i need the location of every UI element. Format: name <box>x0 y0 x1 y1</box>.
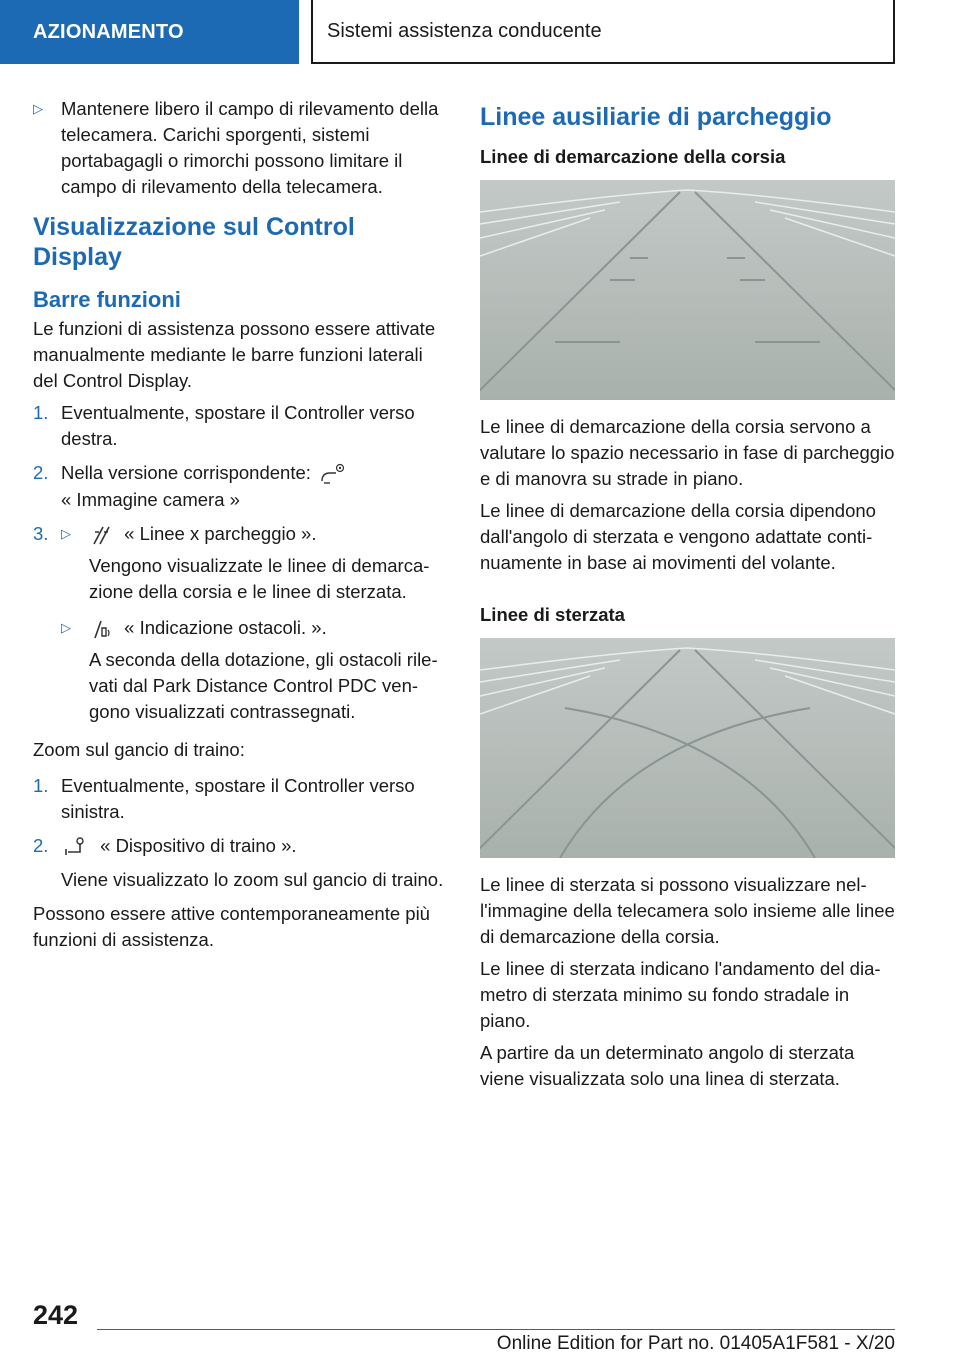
footer-divider <box>97 1329 895 1330</box>
step-2 <box>33 460 448 513</box>
step-text: « Dispositivo di traino ». <box>100 835 297 857</box>
step-number: 2. <box>33 462 49 483</box>
zoom-step-2 <box>33 833 448 899</box>
step-1 <box>33 400 448 452</box>
obstacle-marking-icon <box>91 618 113 640</box>
step-number: 2. <box>33 835 49 857</box>
heading-linee-ausiliarie: Linee ausiliarie di parcheggio <box>480 103 832 131</box>
lane-lines-figure <box>480 180 895 400</box>
triangle-bullet-icon: ▷ <box>61 526 71 542</box>
bullet-item <box>33 96 448 200</box>
sub-bullet-text: « Indicazione ostacoli. ». <box>124 617 327 639</box>
step-paragraph: Viene visualizzato lo zoom sul gancio di traino. <box>61 869 444 891</box>
sub-bullet-obstacles <box>61 615 448 641</box>
triangle-bullet-icon: ▷ <box>33 101 43 116</box>
paragraph-sterzata-3: A partire da un determinato angolo di sterzata viene visualizzata solo una linea di sterzata. <box>480 1042 855 1089</box>
paragraph-barre: Le funzioni di assistenza possono essere attivate manualmente mediante le barre funzioni laterali del Control Display. <box>33 318 436 391</box>
step-number: 1. <box>33 402 49 423</box>
tow-hitch-icon <box>63 836 89 858</box>
sub-bullet-paragraph: A seconda della dotazione, gli ostacoli rilevati dal Park Distance Control PDC vengono visualizzati contrassegnati. <box>89 649 438 723</box>
heading-visualizzazione: Visualizzazione sul Control Display <box>33 213 355 271</box>
steering-lines-figure <box>480 638 895 858</box>
paragraph-demarcazione-2: Le linee di demarcazione della corsia dipendono dall'angolo di sterzata e vengono adattate continuamente in base ai movimenti del volante. <box>480 500 876 573</box>
paragraph-demarcazione-1: Le linee di demarcazione della corsia servono a valutare lo spazio necessario in fase di parcheggio e di manovra su strade in piano. <box>480 416 895 489</box>
right-column <box>480 96 895 1098</box>
paragraph-final: Possono essere attive contemporaneamente più funzioni di assistenza. <box>33 903 430 951</box>
paragraph-sterzata-2: Le linee di sterzata indicano l'andamento del diametro di sterzata minimo su fondo stradale in piano. <box>480 958 881 1031</box>
heading-barre-funzioni: Barre funzioni <box>33 287 181 312</box>
heading-sterzata: Linee di sterzata <box>480 604 625 625</box>
step-number: 1. <box>33 775 49 797</box>
triangle-bullet-icon: ▷ <box>61 620 71 636</box>
heading-demarcazione: Linee di demarcazione della corsia <box>480 146 786 167</box>
sub-bullet-parking-lines <box>61 521 448 547</box>
section-tab <box>0 0 299 64</box>
step-text: Eventualmente, spostare il Controller verso destra. <box>61 402 415 449</box>
footer-edition: Online Edition for Part no. 01405A1F581 - X/20 <box>496 1333 895 1354</box>
step-number: 3. <box>33 523 49 545</box>
paragraph-sterzata-1: Le linee di sterzata si possono visualizzare nell'immagine della telecamera solo insieme alle linee di demarcazione della corsia. <box>480 874 895 947</box>
bullet-text: Mantenere libero il campo di rilevamento della telecamera. Carichi sporgenti, sistemi portabagagli o rimorchi possono limitare il campo di rilevamento della telecamera. <box>61 98 439 197</box>
parking-lines-icon <box>91 524 113 546</box>
zoom-step-1 <box>33 773 448 825</box>
camera-settings-icon <box>318 461 348 487</box>
left-column <box>33 96 448 959</box>
step-text-2: « Immagine camera » <box>61 489 240 511</box>
step-text: Eventualmente, spostare il Controller verso sinistra. <box>61 775 415 823</box>
section-title: AZIONAMENTO <box>33 20 184 43</box>
paragraph-zoom-intro: Zoom sul gancio di traino: <box>33 739 245 761</box>
chapter-title: Sistemi assistenza conducente <box>327 19 602 42</box>
step-text: Nella versione corrispondente: <box>61 462 311 483</box>
sub-bullet-paragraph: Vengono visualizzate le linee di demarcazione della corsia e le linee di sterzata. <box>89 555 430 603</box>
page-number: 242 <box>33 1300 79 1330</box>
step-3 <box>33 521 448 735</box>
chapter-tab <box>311 0 895 64</box>
sub-bullet-text: « Linee x parcheggio ». <box>124 523 317 545</box>
